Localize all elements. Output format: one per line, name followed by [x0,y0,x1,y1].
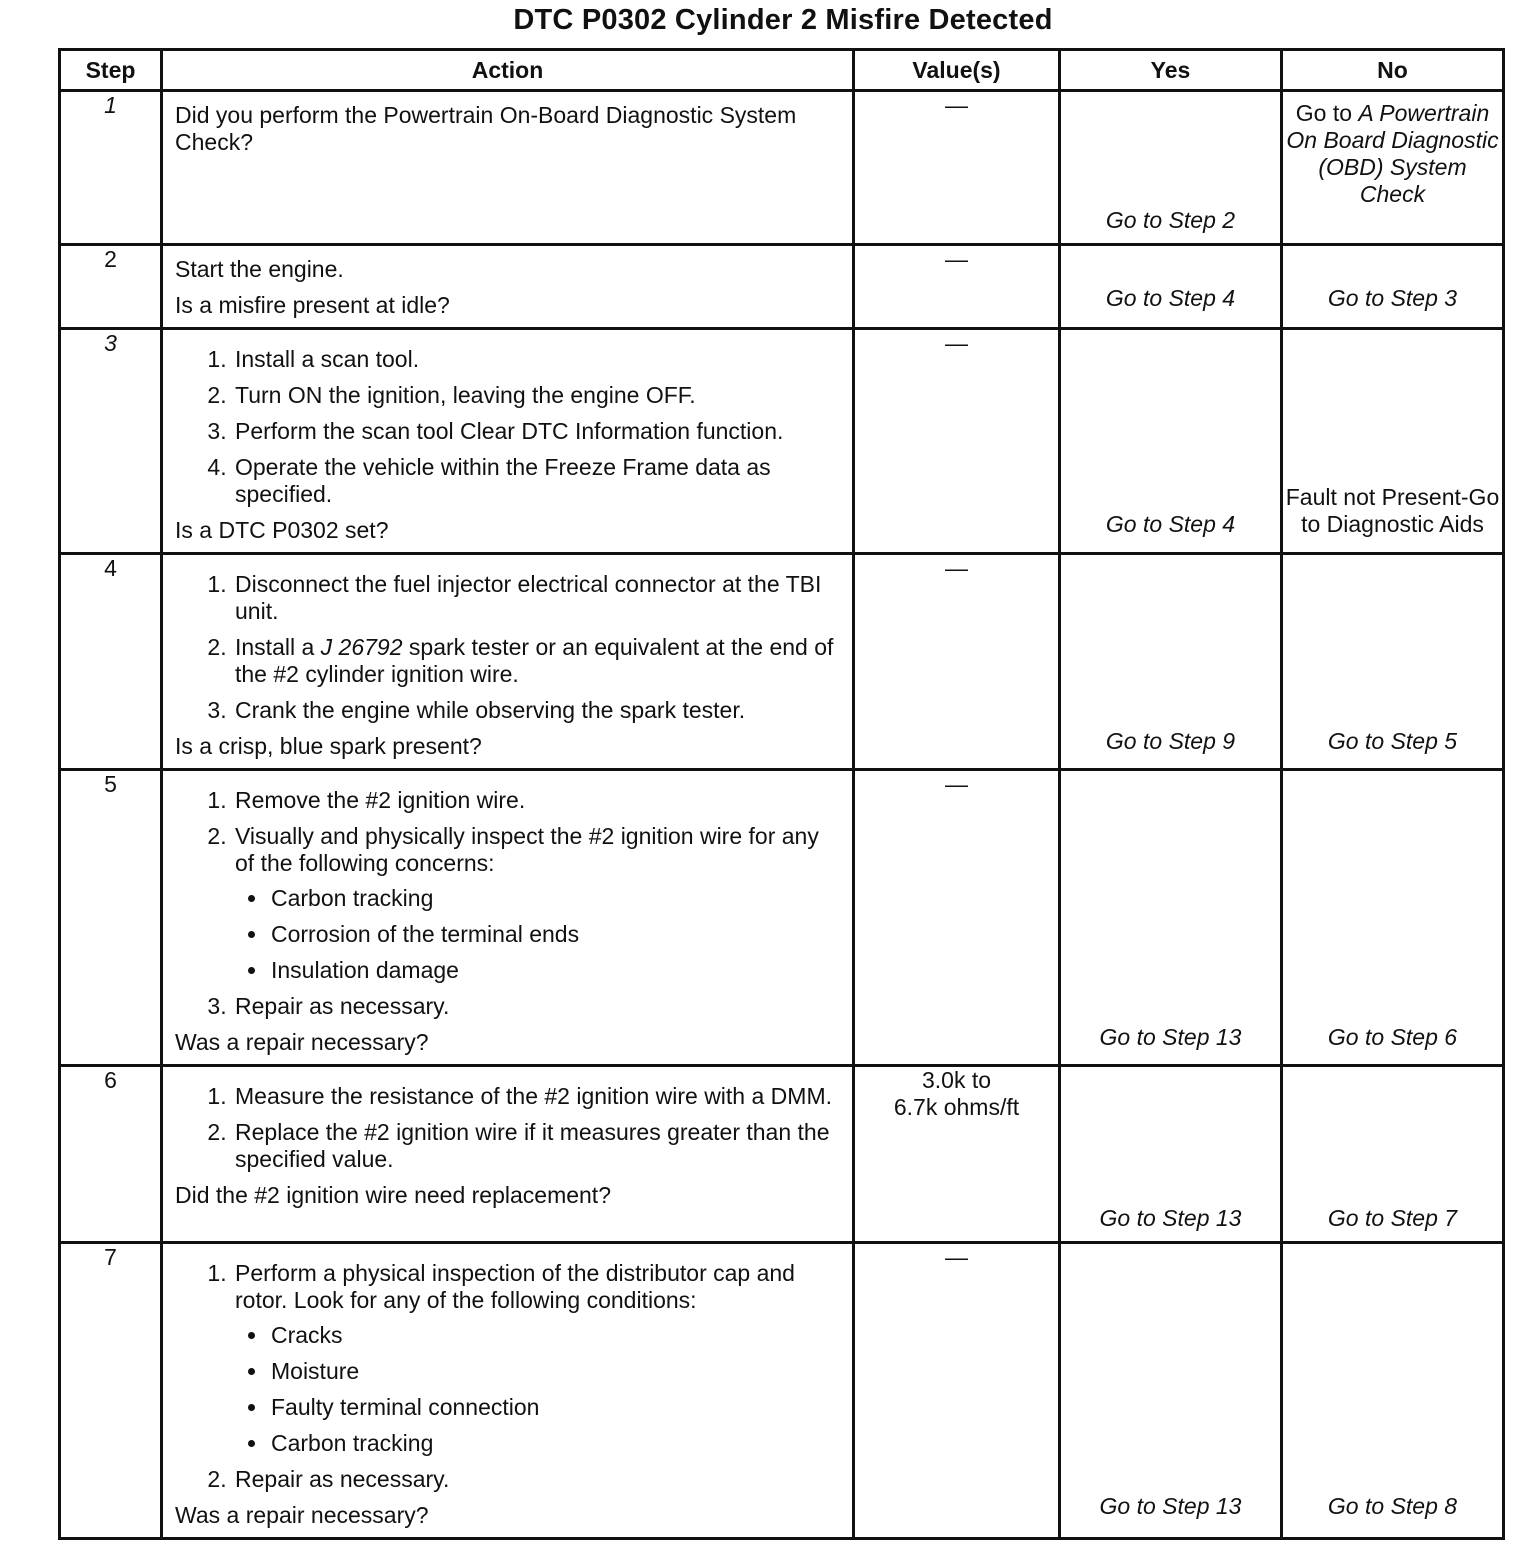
yes-cell [1060,1066,1282,1243]
action-question: Did the #2 ignition wire need replacement? [175,1182,611,1208]
action-text: Did you perform the Powertrain On-Board Diagnostic System Check? [175,102,797,155]
action-cell [162,91,854,245]
action-question: Was a repair necessary? [175,1502,429,1528]
yes-cell [1060,554,1282,770]
action-item: 1. Disconnect the fuel injector electrical connector at the TBI unit. [233,571,842,625]
action-cell [162,1243,854,1539]
bullet-item: • Cracks [269,1322,842,1349]
step-number: 2 [60,245,162,329]
action-item: 1. Remove the #2 ignition wire. [233,787,842,814]
yes-cell [1060,91,1282,245]
no-link-obd-check: A Powertrain On Board Diagnostic (OBD) System Check [1286,100,1499,207]
yes-target: Go to Step 4 [1105,285,1236,311]
step-number: 5 [60,770,162,1066]
action-question: Was a repair necessary? [175,1029,429,1055]
header-step: Step [60,50,162,91]
no-cell [1282,329,1504,554]
header-row [60,50,1504,91]
bullet-item: • Moisture [269,1358,842,1385]
yes-cell [1060,1243,1282,1539]
action-item: 3. Perform the scan tool Clear DTC Information function. [233,418,842,445]
no-prefix: Go to [1295,100,1359,126]
table-row [60,770,1504,1066]
value-cell: — [854,329,1060,554]
header-value: Value(s) [854,50,1060,91]
tool-number: J 26792 [320,634,403,660]
yes-target: Go to Step 13 [1099,1205,1242,1231]
yes-target: Go to Step 13 [1099,1024,1242,1050]
action-cell [162,554,854,770]
step-number: 4 [60,554,162,770]
page-title: DTC P0302 Cylinder 2 Misfire Detected [513,4,1053,36]
action-lead: Start the engine. [175,256,344,282]
bullet-item: • Faulty terminal connection [269,1394,842,1421]
yes-cell [1060,770,1282,1066]
action-item: 1. Perform a physical inspection of the distributor cap and rotor. Look for any of the following conditions: • Cracks • Moisture • Faulty terminal connection • Carbon tracking [233,1260,842,1457]
step-number: 7 [60,1243,162,1539]
yes-target: Go to Step 13 [1099,1493,1242,1519]
no-cell [1282,1243,1504,1539]
no-cell [1282,91,1504,245]
value-cell: — [854,770,1060,1066]
action-item: 2. Install a J 26792 spark tester or an equivalent at the end of the #2 cylinder ignition wire. [233,634,842,688]
action-cell [162,245,854,329]
table-row [60,245,1504,329]
action-question: Is a misfire present at idle? [175,292,450,318]
no-target: Fault not Present-Go to Diagnostic Aids [1285,484,1500,537]
no-cell [1282,245,1504,329]
yes-cell [1060,245,1282,329]
header-action: Action [162,50,854,91]
no-target: Go to Step 6 [1327,1024,1458,1050]
bullet-item: • Carbon tracking [269,1430,842,1457]
action-item: 2. Repair as necessary. [233,1466,842,1493]
yes-target: Go to Step 4 [1105,511,1236,537]
step-number: 1 [60,91,162,245]
bullet-item: • Insulation damage [269,957,842,984]
action-item: 2. Replace the #2 ignition wire if it measures greater than the specified value. [233,1119,842,1173]
header-yes: Yes [1060,50,1282,91]
no-target: Go to Step 3 [1327,285,1458,311]
header-no: No [1282,50,1504,91]
value-cell: — [854,554,1060,770]
action-item: 4. Operate the vehicle within the Freeze Frame data as specified. [233,454,842,508]
no-target: Go to Step 7 [1327,1205,1458,1231]
value-line: 6.7k ohms/ft [893,1094,1020,1120]
no-target: Go to Step 8 [1327,1493,1458,1519]
yes-target: Go to Step 9 [1105,728,1236,754]
no-target: Go to Step 5 [1327,728,1458,754]
action-question: Is a DTC P0302 set? [175,517,389,543]
step-number: 6 [60,1066,162,1243]
diagnostic-table [58,48,1505,1540]
action-item: 3. Crank the engine while observing the spark tester. [233,697,842,724]
action-item: 1. Measure the resistance of the #2 ignition wire with a DMM. [233,1083,842,1110]
action-cell [162,329,854,554]
value-cell [854,1066,1060,1243]
value-cell: — [854,1243,1060,1539]
value-cell: — [854,91,1060,245]
no-cell [1282,770,1504,1066]
step-number: 3 [60,329,162,554]
no-cell [1282,554,1504,770]
action-cell [162,1066,854,1243]
table-row [60,91,1504,245]
action-item: 2. Visually and physically inspect the #2 ignition wire for any of the following concerns: • Carbon tracking • Corrosion of the terminal ends • Insulation damage [233,823,842,984]
value-line: 3.0k to [921,1067,992,1093]
bullet-item: • Corrosion of the terminal ends [269,921,842,948]
action-item: 3. Repair as necessary. [233,993,842,1020]
table-row [60,554,1504,770]
action-item: 1. Install a scan tool. [233,346,842,373]
table-row [60,1066,1504,1243]
yes-cell [1060,329,1282,554]
table-row [60,329,1504,554]
table-row [60,1243,1504,1539]
no-cell [1282,1066,1504,1243]
yes-target: Go to Step 2 [1105,207,1236,233]
value-cell: — [854,245,1060,329]
bullet-item: • Carbon tracking [269,885,842,912]
action-question: Is a crisp, blue spark present? [175,733,482,759]
action-cell [162,770,854,1066]
action-item: 2. Turn ON the ignition, leaving the engine OFF. [233,382,842,409]
